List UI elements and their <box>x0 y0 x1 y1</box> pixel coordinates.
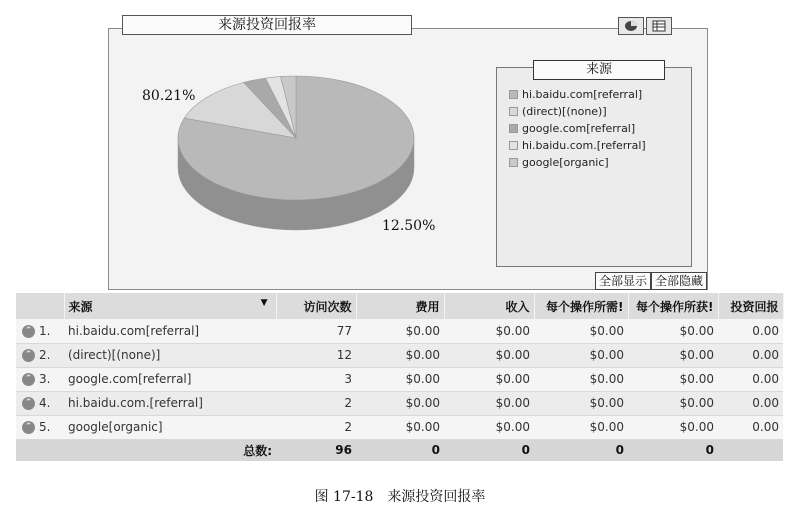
cell-source[interactable]: google[organic] <box>64 415 276 439</box>
col-header-source[interactable] <box>64 293 276 319</box>
totals-cost: 0 <box>356 439 444 461</box>
col-header-per-action-gain[interactable]: 每个操作所获! <box>628 293 718 319</box>
cell-source[interactable]: hi.baidu.com[referral] <box>64 319 276 343</box>
row-index: 4. <box>39 396 51 410</box>
row-expand-icon[interactable]: ⌃ <box>22 421 35 434</box>
totals-per-action-gain: 0 <box>628 439 718 461</box>
cell-per-action-cost: $0.00 <box>534 319 628 343</box>
cell-per-action-gain: $0.00 <box>628 319 718 343</box>
table-header-row <box>16 293 783 319</box>
row-index: 1. <box>39 323 51 338</box>
table-row[interactable] <box>16 415 783 439</box>
col-header-index <box>16 293 64 319</box>
row-index: 3. <box>39 372 51 386</box>
hide-all-button[interactable]: 全部隐藏 <box>651 272 707 290</box>
cell-cost: $0.00 <box>356 415 444 439</box>
show-all-button[interactable]: 全部显示 <box>595 272 651 290</box>
row-index: 5. <box>39 420 51 434</box>
data-table <box>16 293 784 461</box>
cell-roi: 0.00 <box>718 415 783 439</box>
cell-per-action-cost: $0.00 <box>534 391 628 415</box>
legend-swatch <box>509 107 518 116</box>
totals-label: 总数: <box>16 439 276 461</box>
slice-label-1: 80.21% <box>142 88 196 104</box>
cell-revenue: $0.00 <box>444 343 534 367</box>
cell-source[interactable]: (direct)[(none)] <box>64 343 276 367</box>
totals-row <box>16 439 783 461</box>
legend-label: hi.baidu.com.[referral] <box>522 139 646 152</box>
legend-label: google.com[referral] <box>522 122 636 135</box>
table-row[interactable] <box>16 319 783 343</box>
cell-per-action-cost: $0.00 <box>534 367 628 391</box>
legend-label: google[organic] <box>522 156 609 169</box>
legend-item[interactable] <box>509 86 646 103</box>
cell-roi: 0.00 <box>718 367 783 391</box>
cell-cost: $0.00 <box>356 343 444 367</box>
legend-swatch <box>509 158 518 167</box>
cell-visits: 3 <box>276 367 356 391</box>
cell-per-action-gain: $0.00 <box>628 343 718 367</box>
table-row[interactable] <box>16 391 783 415</box>
col-header-source-label: 来源 <box>68 299 93 314</box>
cell-roi: 0.00 <box>718 391 783 415</box>
cell-visits: 2 <box>276 391 356 415</box>
legend-item[interactable] <box>509 103 646 120</box>
totals-visits: 96 <box>276 439 356 461</box>
row-index-cell <box>16 343 64 367</box>
cell-revenue: $0.00 <box>444 319 534 343</box>
col-header-cost[interactable]: 费用 <box>356 293 444 319</box>
row-expand-icon[interactable]: ⌃ <box>22 349 35 362</box>
row-index-cell <box>16 319 64 343</box>
legend-title: 来源 <box>533 60 665 80</box>
totals-revenue: 0 <box>444 439 534 461</box>
legend-buttons <box>595 272 707 290</box>
cell-revenue: $0.00 <box>444 367 534 391</box>
sort-down-icon[interactable]: ▼ <box>260 297 268 308</box>
legend-label: hi.baidu.com[referral] <box>522 88 643 101</box>
cell-revenue: $0.00 <box>444 391 534 415</box>
cell-roi: 0.00 <box>718 343 783 367</box>
legend-swatch <box>509 90 518 99</box>
cell-roi: 0.00 <box>718 319 783 343</box>
cell-per-action-cost: $0.00 <box>534 343 628 367</box>
legend-list <box>509 86 646 171</box>
cell-cost: $0.00 <box>356 367 444 391</box>
legend-panel <box>496 62 692 267</box>
col-header-per-action-cost[interactable]: 每个操作所需! <box>534 293 628 319</box>
row-index-cell <box>16 391 64 415</box>
col-header-visits[interactable]: 访问次数 <box>276 293 356 319</box>
cell-cost: $0.00 <box>356 391 444 415</box>
legend-item[interactable] <box>509 137 646 154</box>
legend-item[interactable] <box>509 154 646 171</box>
cell-source[interactable]: hi.baidu.com.[referral] <box>64 391 276 415</box>
cell-cost: $0.00 <box>356 319 444 343</box>
cell-per-action-gain: $0.00 <box>628 415 718 439</box>
table-row[interactable] <box>16 367 783 391</box>
cell-visits: 12 <box>276 343 356 367</box>
row-expand-icon[interactable]: ⌃ <box>22 397 35 410</box>
table-body <box>16 319 783 439</box>
row-index-cell <box>16 367 64 391</box>
cell-visits: 2 <box>276 415 356 439</box>
cell-per-action-gain: $0.00 <box>628 367 718 391</box>
table-row[interactable] <box>16 343 783 367</box>
row-index-cell <box>16 415 64 439</box>
row-index: 2. <box>39 348 51 362</box>
totals-per-action-cost: 0 <box>534 439 628 461</box>
cell-per-action-cost: $0.00 <box>534 415 628 439</box>
figure-caption: 图 17-18 来源投资回报率 <box>314 489 486 505</box>
totals-roi <box>718 439 783 461</box>
chart-title: 来源投资回报率 <box>122 15 412 35</box>
slice-label-2: 12.50% <box>382 218 436 234</box>
legend-swatch <box>509 141 518 150</box>
col-header-revenue[interactable]: 收入 <box>444 293 534 319</box>
row-expand-icon[interactable]: ⌃ <box>22 325 35 338</box>
row-expand-icon[interactable]: ⌃ <box>22 373 35 386</box>
legend-label: (direct)[(none)] <box>522 105 607 118</box>
legend-swatch <box>509 124 518 133</box>
cell-source[interactable]: google.com[referral] <box>64 367 276 391</box>
col-header-roi[interactable]: 投资回报 <box>718 293 783 319</box>
cell-revenue: $0.00 <box>444 415 534 439</box>
cell-visits: 77 <box>276 319 356 343</box>
cell-per-action-gain: $0.00 <box>628 391 718 415</box>
legend-item[interactable] <box>509 120 646 137</box>
